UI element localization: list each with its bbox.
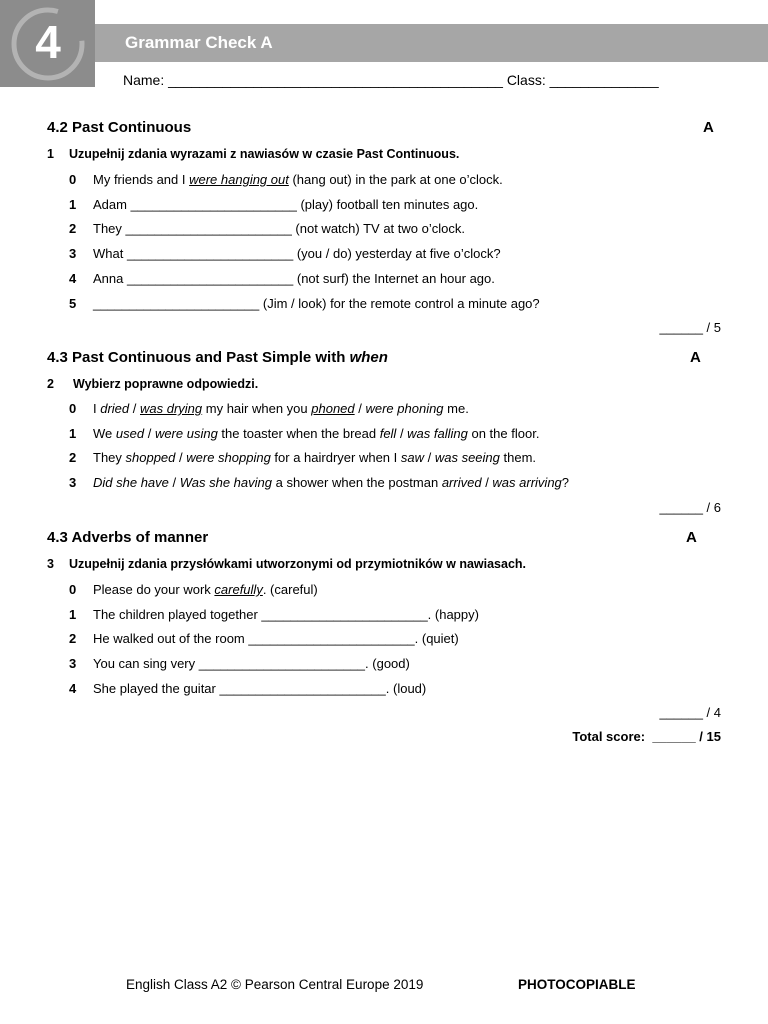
version-label-2: A	[690, 349, 701, 366]
item-text: They _______________________ (not watch) TV at two o’clock.	[93, 221, 465, 237]
item-text: fell	[379, 425, 397, 441]
item-text: Anna _______________________ (not surf) the Internet an hour ago.	[93, 270, 495, 286]
item-text: were phoning	[365, 401, 444, 416]
item-number: 2	[69, 631, 77, 647]
exercise-item	[69, 271, 495, 286]
item-text: They	[93, 450, 126, 466]
exercise-item	[69, 401, 469, 416]
item-number: 2	[69, 221, 77, 237]
exercise-item	[69, 681, 426, 696]
item-text: my hair when you	[202, 401, 312, 416]
section-score-3: ______ / 4	[659, 705, 721, 720]
task-number: 1	[47, 147, 54, 161]
item-text: me.	[443, 401, 469, 416]
exercise-item	[69, 475, 569, 490]
item-number: 4	[69, 270, 77, 286]
task-number: 2	[47, 377, 54, 391]
item-text: The children played together _______________________. (happy)	[93, 606, 479, 622]
item-text: were using	[154, 425, 218, 441]
item-text: . (careful)	[262, 582, 318, 597]
item-text: dried	[100, 401, 130, 416]
exercise-item	[69, 607, 479, 622]
version-label-1: A	[703, 119, 714, 136]
total-score-label: Total score:	[572, 729, 646, 744]
item-text: Did she have	[93, 475, 169, 491]
instruction-2	[47, 377, 258, 391]
heading-italic-text: when	[349, 349, 388, 366]
item-number: 3	[69, 246, 77, 262]
item-text: What _______________________ (you / do) yesterday at five o’clock?	[93, 246, 501, 262]
item-text: (hang out) in the park at one o’clock.	[288, 172, 503, 187]
item-text: ?	[561, 475, 570, 491]
item-text: shopped	[125, 450, 176, 466]
item-text: /	[129, 401, 140, 416]
item-text: the toaster when the bread	[217, 425, 380, 441]
section-score-1: ______ / 5	[659, 320, 721, 335]
item-text: was seeing	[434, 450, 500, 466]
item-text: them.	[499, 450, 537, 466]
item-text: /	[481, 475, 493, 491]
item-text: arrived	[441, 475, 482, 491]
instruction-text: Wybierz poprawne odpowiedzi.	[73, 377, 259, 391]
item-text: carefully	[214, 582, 263, 597]
page-title: Grammar Check A	[125, 33, 273, 52]
exercise-item	[69, 197, 478, 212]
exercise-item	[69, 246, 501, 261]
section-heading-1: 4.2 Past Continuous	[47, 119, 192, 136]
unit-badge	[0, 0, 95, 87]
exercise-item	[69, 582, 318, 597]
item-number: 2	[69, 450, 77, 466]
instruction-3	[47, 557, 526, 571]
footer-copyright: English Class A2 © Pearson Central Europe 2019	[126, 977, 424, 992]
item-text: He walked out of the room _______________________. (quiet)	[93, 631, 459, 647]
exercise-item	[69, 172, 503, 187]
instruction-text: Uzupełnij zdania przysłówkami utworzonymi od przymiotników w nawiasach.	[69, 557, 527, 571]
instruction-text: Uzupełnij zdania wyrazami z nawiasów w czasie Past Continuous.	[69, 147, 460, 161]
unit-number: 4	[35, 16, 61, 68]
footer-photocopiable: PHOTOCOPIABLE	[518, 977, 636, 992]
instruction-1	[47, 147, 459, 161]
item-number: 5	[69, 295, 77, 311]
task-number: 3	[47, 557, 54, 571]
item-text: /	[354, 401, 366, 416]
item-text: for a hairdryer when I	[270, 450, 401, 466]
item-text: She played the guitar _______________________. (loud)	[93, 680, 427, 696]
exercise-item	[69, 221, 465, 236]
exercise-item	[69, 631, 459, 646]
item-text: /	[144, 425, 155, 441]
exercise-item	[69, 296, 540, 311]
item-text: _______________________ (Jim / look) for the remote control a minute ago?	[93, 295, 540, 311]
title-bar	[95, 24, 768, 62]
section-score-2: ______ / 6	[659, 500, 721, 515]
item-text: was arriving	[492, 475, 562, 491]
heading-text: 4.3 Past Continuous and Past Simple with	[47, 349, 350, 366]
item-text: You can sing very _______________________. (good)	[93, 656, 410, 672]
exercise-item	[69, 426, 539, 441]
item-text: I	[93, 401, 101, 416]
item-text: We	[93, 425, 116, 441]
exercise-item	[69, 450, 536, 465]
item-text: /	[168, 475, 180, 491]
item-number: 0	[69, 582, 77, 597]
item-number: 3	[69, 475, 77, 491]
item-number: 0	[69, 401, 77, 416]
version-label-3: A	[686, 529, 697, 546]
total-score	[572, 729, 721, 744]
item-text: was drying	[140, 401, 203, 416]
item-number: 1	[69, 425, 77, 441]
item-text: phoned	[311, 401, 355, 416]
item-number: 3	[69, 656, 77, 672]
item-text: on the floor.	[467, 425, 540, 441]
item-text: Was she having	[179, 475, 272, 491]
item-text: was falling	[407, 425, 468, 441]
item-text: were hanging out	[189, 172, 289, 187]
item-text: /	[424, 450, 435, 466]
item-text: /	[396, 425, 408, 441]
section-heading-2	[47, 349, 388, 366]
item-number: 1	[69, 196, 77, 212]
exercise-item	[69, 656, 410, 671]
item-text: Adam _______________________ (play) football ten minutes ago.	[93, 196, 479, 212]
item-text: were shopping	[186, 450, 271, 466]
total-score-value: ______ / 15	[652, 729, 721, 744]
item-text: Please do your work	[93, 582, 215, 597]
item-number: 1	[69, 606, 77, 622]
item-text: /	[175, 450, 187, 466]
name-class-line: Name: ___________________________________________ Class: ______________	[123, 72, 659, 88]
item-text: saw	[400, 450, 424, 466]
item-text: used	[115, 425, 145, 441]
item-text: My friends and I	[93, 172, 190, 187]
item-number: 0	[69, 172, 77, 187]
section-heading-3: 4.3 Adverbs of manner	[47, 529, 209, 546]
item-number: 4	[69, 680, 77, 696]
item-text: a shower when the postman	[272, 475, 442, 491]
